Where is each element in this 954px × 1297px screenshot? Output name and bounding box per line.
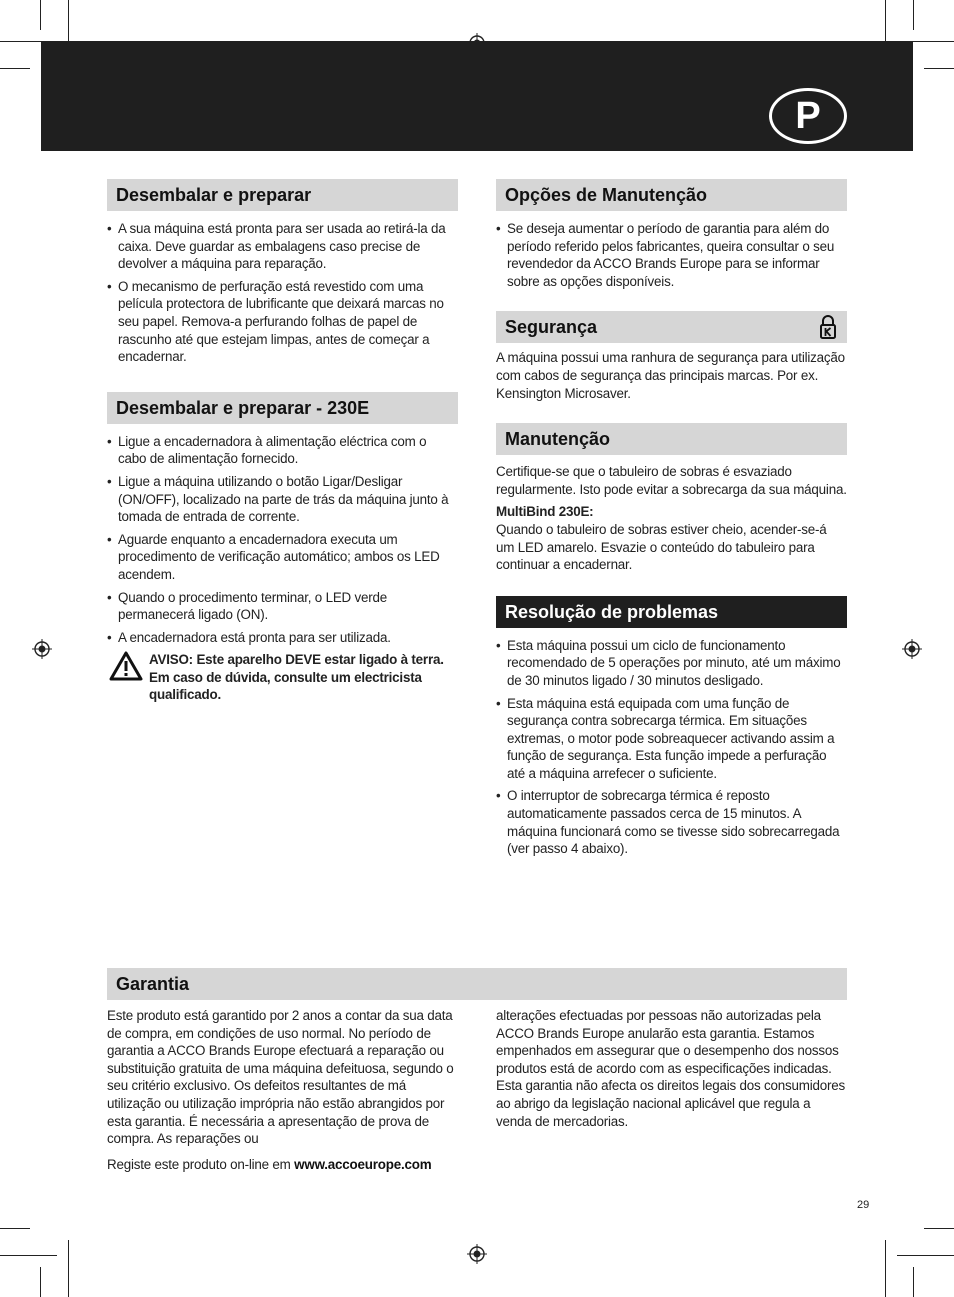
bullet-list <box>107 433 458 647</box>
multibind-text: Quando o tabuleiro de sobras estiver cheio, acender-se-á um LED amarelo. Esvazie o conteúdo do tabuleiro para continuar a encadernar. <box>496 521 827 573</box>
list-item: • Ligue a máquina utilizando o botão Ligar/Desligar (ON/OFF), localizado na parte de trás da máquina junto à tomada de entrada de corrente. <box>107 473 458 526</box>
page-number: 29 <box>857 1199 870 1211</box>
list-item: • Esta máquina está equipada com uma função de segurança contra sobrecarga térmica. Em situações extremas, o motor pode sobreaquecer activando assim a função de segurança. Esta função impede a perfuração até a máquina arrefecer o suficiente. <box>496 695 847 783</box>
seguranca-title-text: Segurança <box>505 317 598 338</box>
bullet-list <box>496 637 847 858</box>
registration-mark-icon <box>902 639 922 659</box>
list-item: • Se deseja aumentar o período de garantia para além do período referido pelos fabricantes, queira consultar o seu revendedor da ACCO Brands Europe para se informar sobre as opções disponíveis. <box>496 220 847 290</box>
crop-mark <box>913 1267 914 1297</box>
crop-mark <box>913 0 914 30</box>
list-item: • O mecanismo de perfuração está revestido com uma película protectora de lubrificante que deixará marcas no seu papel. Remova-a perfurando folhas de papel de rascunho até que estejam limpas, antes de começar a encadernar. <box>107 278 458 366</box>
crop-mark <box>0 1228 30 1229</box>
section-title-desembalar: Desembalar e preparar <box>107 179 458 211</box>
crop-mark <box>68 1240 69 1297</box>
right-column <box>496 179 847 863</box>
crop-mark <box>40 0 41 30</box>
crop-mark <box>885 1240 886 1297</box>
list-item: • Esta máquina possui um ciclo de funcionamento recomendado de 5 operações por minuto, até um máximo de 30 minutos ligado / 30 minutos desligado. <box>496 637 847 690</box>
crop-mark <box>897 1255 954 1256</box>
section-title-resolucao-problemas: Resolução de problemas <box>496 596 847 628</box>
manutencao-text: Certifique-se que o tabuleiro de sobras é esvaziado regularmente. Isto pode evitar a sobrecarga da sua máquina. <box>496 464 847 497</box>
list-item: • O interruptor de sobrecarga térmica é reposto automaticamente passados cerca de 15 minutos. A máquina funcionará como se tivesse sido sobrecarregada (ver passo 4 abaixo). <box>496 787 847 857</box>
warning-text: AVISO: Este aparelho DEVE estar ligado à terra. Em caso de dúvida, consulte um electricista qualificado. <box>149 652 444 703</box>
crop-mark <box>40 1267 41 1297</box>
crop-mark <box>924 68 954 69</box>
section-title-garantia: Garantia <box>107 968 847 1000</box>
list-item: • Ligue a encadernadora à alimentação eléctrica com o cabo de alimentação fornecido. <box>107 433 458 468</box>
registration-mark-icon <box>467 1244 487 1264</box>
list-item: • Aguarde enquanto a encadernadora executa um procedimento de verificação automático; ambos os LED acendem. <box>107 531 458 584</box>
warning-notice <box>107 651 458 704</box>
crop-mark <box>924 1228 954 1229</box>
registration-mark-icon <box>32 639 52 659</box>
register-line <box>107 1156 458 1174</box>
list-item: • Quando o procedimento terminar, o LED verde permanecerá ligado (ON). <box>107 589 458 624</box>
bullet-list <box>107 220 458 366</box>
garantia-text-2: alterações efectuadas por pessoas não autorizadas pela ACCO Brands Europe anularão esta garantia. Estamos empenhados em assegurar que o desempenho dos nossos produtos está de acordo com as especificações indicadas. Esta garantia não afecta os direitos legais dos consumidores ao abrigo da legislação nacional aplicável que regula a venda de mercadorias. <box>496 1008 846 1129</box>
bullet-list <box>496 220 847 290</box>
crop-mark <box>0 68 30 69</box>
garantia-right-column <box>496 1007 847 1135</box>
language-badge: P <box>769 88 847 144</box>
register-link[interactable]: www.accoeurope.com <box>294 1156 432 1172</box>
section-title-desembalar-230e: Desembalar e preparar - 230E <box>107 392 458 424</box>
crop-mark <box>0 1255 57 1256</box>
section-title-manutencao: Manutenção <box>496 423 847 455</box>
kensington-lock-icon <box>819 314 837 340</box>
register-prefix: Registe este produto on-line em <box>107 1156 295 1172</box>
left-column <box>107 179 458 704</box>
list-item: • A encadernadora está pronta para ser utilizada. <box>107 629 458 647</box>
seguranca-text: A máquina possui uma ranhura de segurança para utilização com cabos de segurança das principais marcas. Por ex. Kensington Microsaver. <box>496 350 845 401</box>
section-title-opcoes-manutencao: Opções de Manutenção <box>496 179 847 211</box>
warning-triangle-icon <box>109 651 143 681</box>
garantia-text-1: Este produto está garantido por 2 anos a contar da sua data de compra, em condições de uso normal. No período de garantia a ACCO Brands Europe efectuará a reparação ou substituição gratuita de uma máquina defeituosa, segundo o seu critério exclusivo. Os defeitos resultantes de má utilização ou utilização imprópria não estão abrangidos por esta garantia. É necessária a apresentação de prova de compra. As reparações ou <box>107 1008 454 1147</box>
list-item: • A sua máquina está pronta para ser usada ao retirá-la da caixa. Deve guardar as embalagens caso precise de devolver a máquina para reparação. <box>107 220 458 273</box>
multibind-subtitle: MultiBind 230E: <box>496 504 594 520</box>
section-title-seguranca <box>496 311 847 343</box>
garantia-left-column <box>107 1007 458 1178</box>
